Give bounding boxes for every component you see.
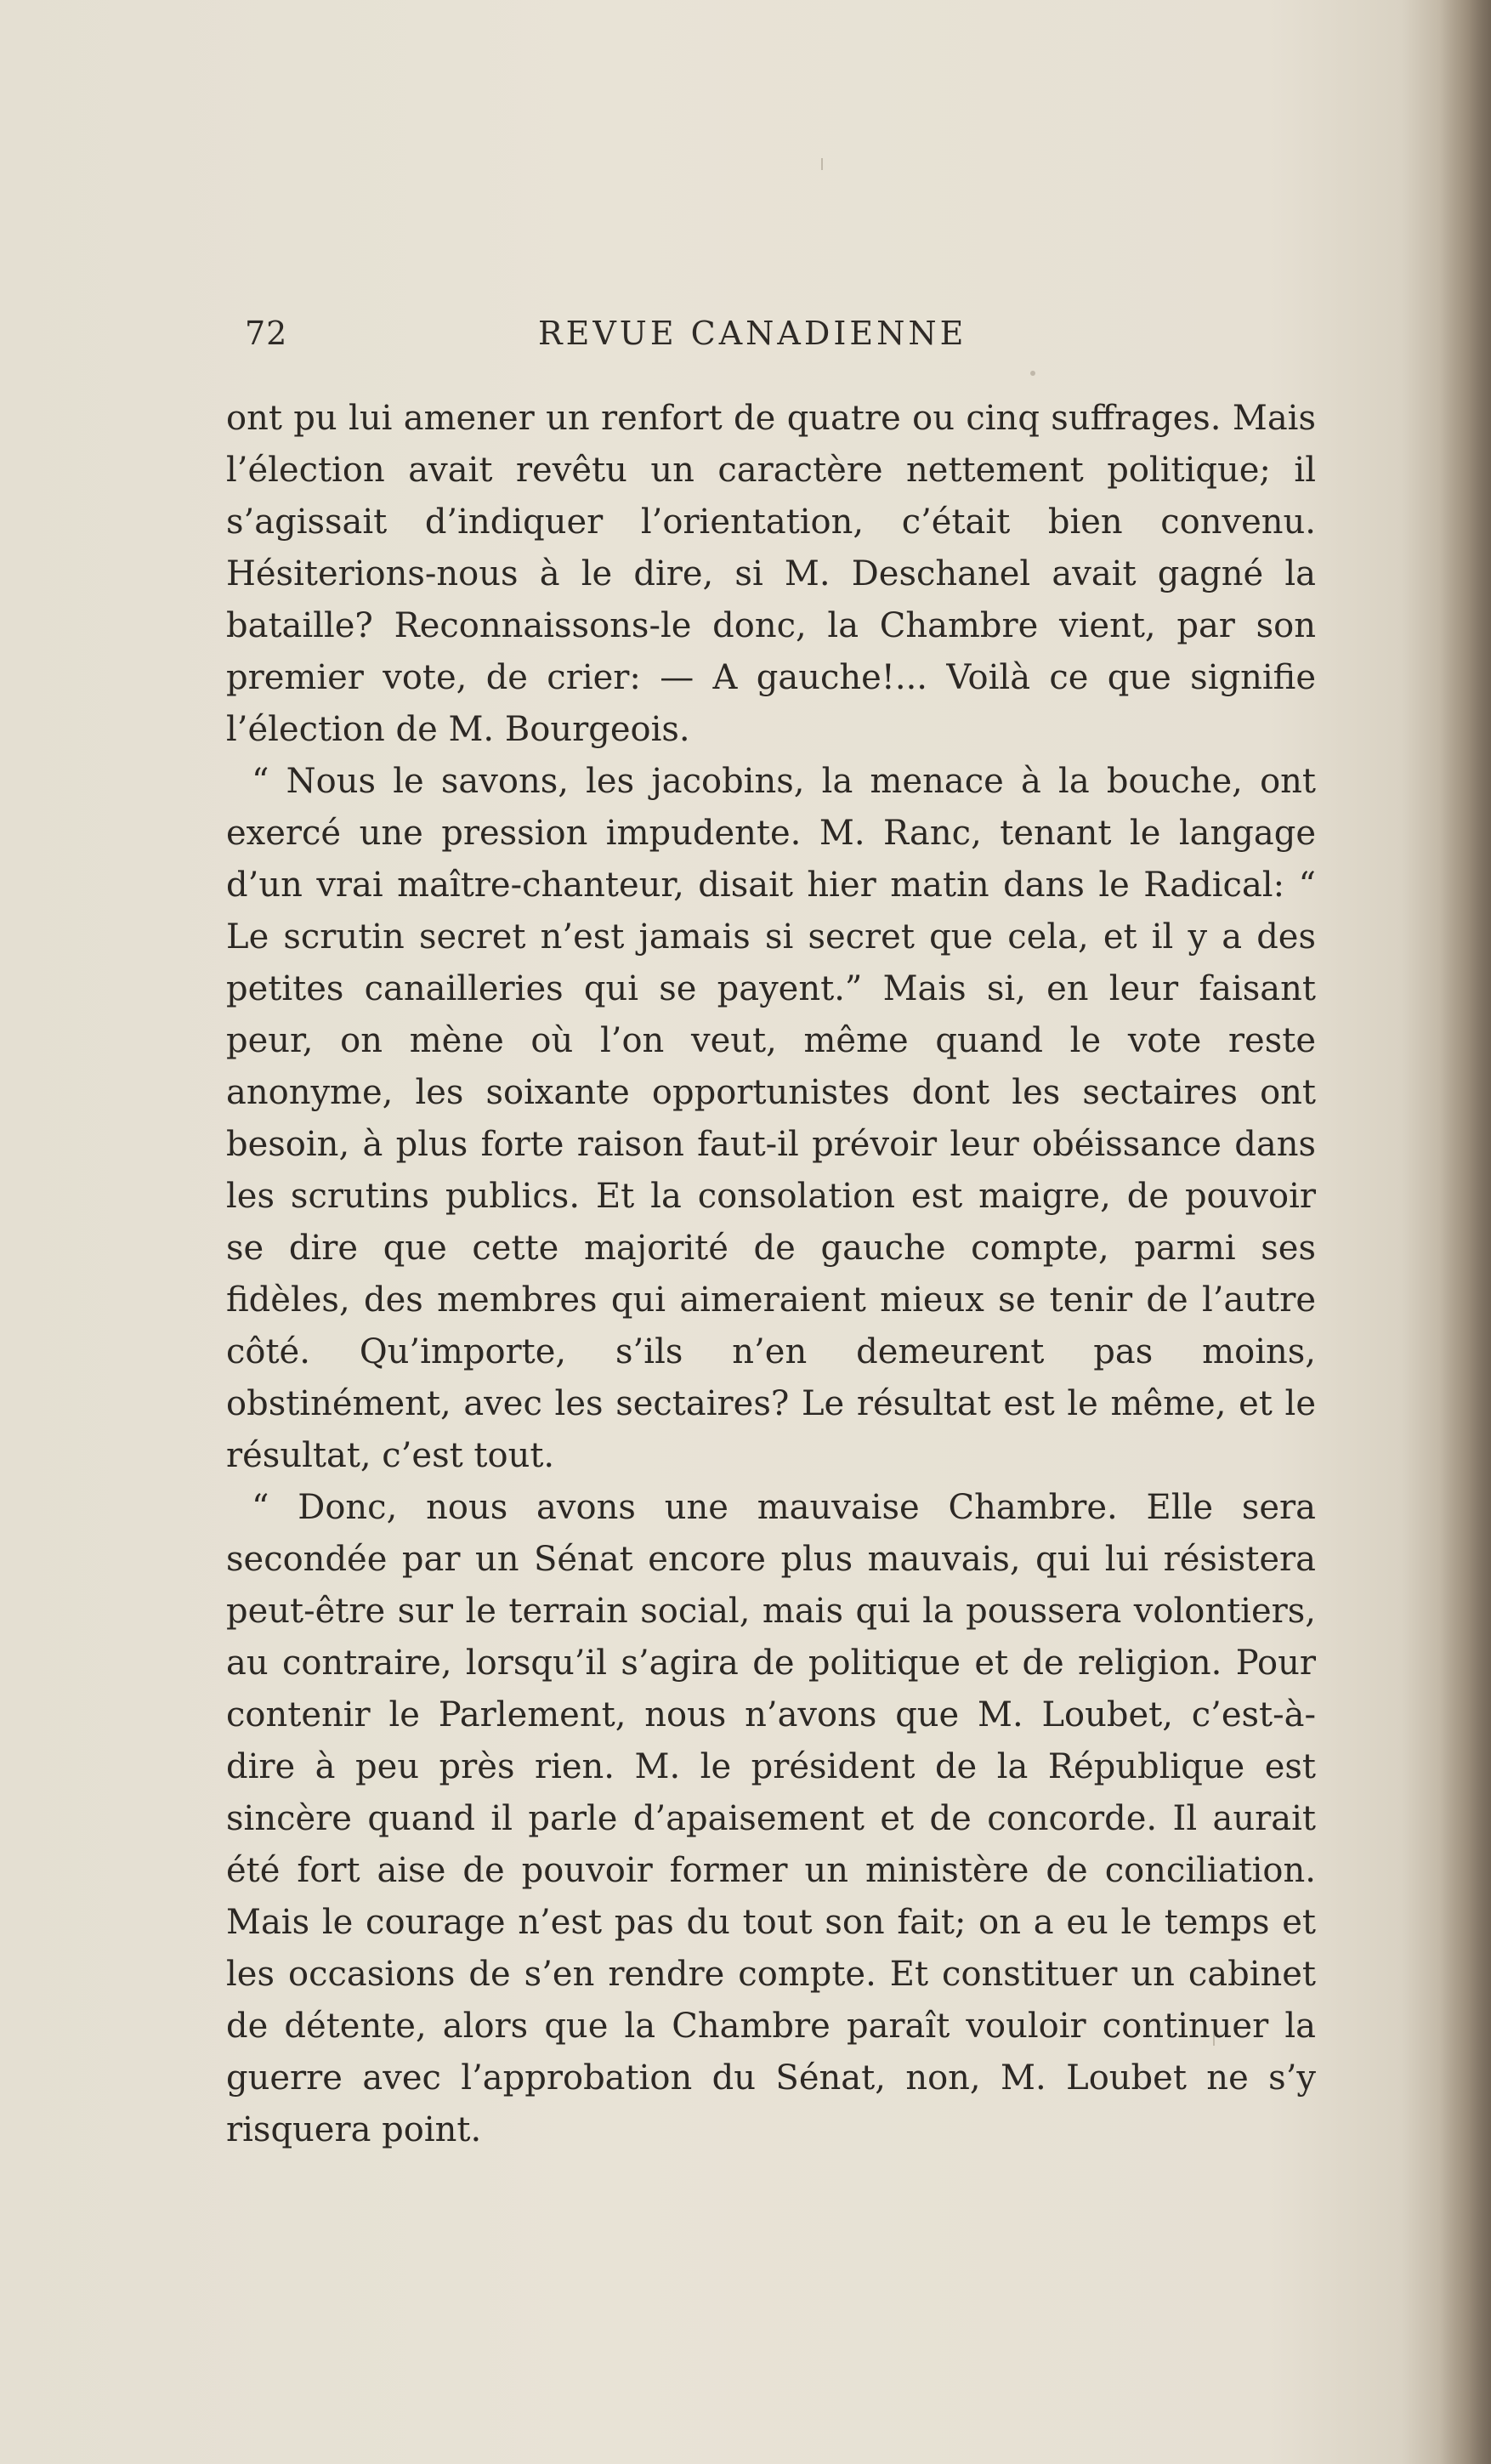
paragraph-continued: ont pu lui amener un renfort de quatre ou cinq suffrages. Mais l’élection avait revêtu un caractère nettement politique; il s’agissait d’indiquer l’orientation, c’était bien convenu. Hésiterions-nous à le dire, si M. Deschanel avait gagné la bataille? Reconnaissons-le donc, la Chambre vient, par son premier vote, de crier: — A gauche!... Voilà ce que signifie l’élection de M. Bourgeois. — [226, 399, 1316, 749]
journal-title: REVUE CANADIENNE — [538, 315, 967, 352]
page-number: 72 — [245, 315, 288, 352]
body-text — [226, 393, 1316, 2156]
running-head — [245, 315, 1316, 366]
paragraph-quote-jacobins: “ Nous le savons, les jacobins, la menace à la bouche, ont exercé une pression impudente. M. Ranc, tenant le langage d’un vrai maître-chanteur, disait hier matin dans le Radical: “ Le scrutin secret n’est jamais si secret que cela, et il y a des petites canailleries qui se payent.” Mais si, en leur faisant peur, on mène où l’on veut, même quand le vote reste anonyme, les soixante opportunistes dont les sectaires ont besoin, à plus forte raison faut-il prévoir leur obéissance dans les scrutins publics. Et la consolation est maigre, de pouvoir se dire que cette majorité de gauche compte, parmi ses fidèles, des membres qui aimeraient mieux se tenir de l’autre côté. Qu’importe, s’ils n’en demeurent pas moins, obstinément, avec les sectaires? Le résultat est le même, et le résultat, c’est tout. — [226, 762, 1316, 1475]
paper-speck — [821, 158, 823, 170]
page-gutter-shadow — [1440, 0, 1491, 2464]
paper-speck — [1030, 371, 1035, 376]
paragraph-quote-chambre: “ Donc, nous avons une mauvaise Chambre. Elle sera secondée par un Sénat encore plus mauvais, qui lui résistera peut-être sur le terrain social, mais qui la poussera volontiers, au contraire, lorsqu’il s’agira de politique et de religion. Pour contenir le Parlement, nous n’avons que M. Loubet, c’est-à-dire à peu près rien. M. le président de la République est sincère quand il parle d’apaisement et de concorde. Il aurait été fort aise de pouvoir former un ministère de conciliation. Mais le courage n’est pas du tout son fait; on a eu le temps et les occasions de s’en rendre compte. Et constituer un cabinet de détente, alors que la Chambre paraît vouloir continuer la guerre avec l’approbation du Sénat, non, M. Loubet ne s’y risquera point. — [226, 1488, 1316, 2149]
